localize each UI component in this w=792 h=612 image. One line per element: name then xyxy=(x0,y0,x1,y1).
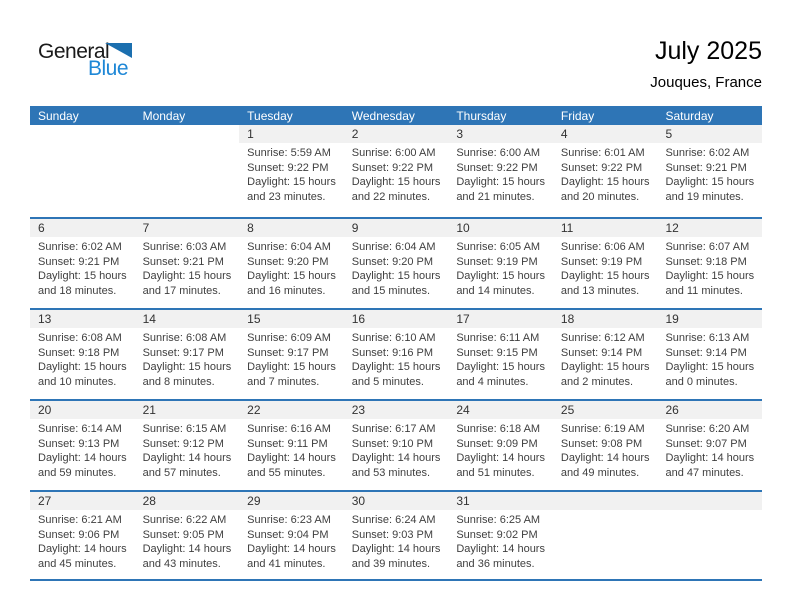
daylight-text: and 10 minutes. xyxy=(38,375,117,388)
sunset-text: Sunset: 9:19 PM xyxy=(560,255,643,268)
weekday-monday: Monday xyxy=(142,108,186,123)
sunrise-text: Sunrise: 5:59 AM xyxy=(247,147,331,159)
daylight-text: Daylight: 14 hours xyxy=(560,452,650,464)
day-cell xyxy=(657,219,762,308)
sunrise-text: Sunrise: 6:04 AM xyxy=(247,241,331,253)
sunset-text: Sunset: 9:20 PM xyxy=(351,255,434,268)
daylight-text: and 45 minutes. xyxy=(38,557,117,570)
sunset-text: Sunset: 9:02 PM xyxy=(456,528,538,541)
day-cell xyxy=(135,492,240,579)
day-number: 19 xyxy=(657,310,762,328)
daylight-text: and 43 minutes. xyxy=(142,557,221,570)
day-cell xyxy=(239,310,344,399)
daylight-text: and 59 minutes. xyxy=(38,466,117,479)
daylight-text: and 16 minutes. xyxy=(247,284,326,297)
day-number: 31 xyxy=(448,492,553,510)
sunset-text: Sunset: 9:17 PM xyxy=(247,346,329,359)
daylight-text: Daylight: 15 hours xyxy=(142,361,232,373)
sunset-text: Sunset: 9:09 PM xyxy=(456,437,538,450)
daylight-text: and 53 minutes. xyxy=(351,466,431,479)
daylight-text: and 15 minutes. xyxy=(351,284,431,297)
daylight-text: and 11 minutes. xyxy=(665,284,743,297)
daylight-text: and 13 minutes. xyxy=(560,284,640,297)
weekday-friday: Friday xyxy=(560,108,595,123)
sunset-text: Sunset: 9:11 PM xyxy=(247,437,328,450)
sunrise-text: Sunrise: 6:08 AM xyxy=(38,332,122,344)
day-cell xyxy=(30,492,135,579)
day-cell xyxy=(553,219,658,308)
sunset-text: Sunset: 9:17 PM xyxy=(142,346,224,359)
day-number: 29 xyxy=(239,492,344,510)
sunrise-text: Sunrise: 6:08 AM xyxy=(142,332,227,344)
day-number xyxy=(553,492,658,510)
daylight-text: and 2 minutes. xyxy=(560,375,634,388)
weekday-saturday: Saturday xyxy=(665,108,714,123)
daylight-text: and 7 minutes. xyxy=(247,375,320,388)
day-cell xyxy=(344,125,449,217)
day-number: 23 xyxy=(344,401,449,419)
weekday-tuesday: Tuesday xyxy=(247,108,293,123)
sunset-text: Sunset: 9:22 PM xyxy=(351,161,434,174)
sunrise-text: Sunrise: 6:03 AM xyxy=(142,241,227,253)
day-cell xyxy=(239,492,344,579)
daylight-text: Daylight: 15 hours xyxy=(247,176,336,188)
sunset-text: Sunset: 9:22 PM xyxy=(247,161,329,174)
day-number: 18 xyxy=(553,310,658,328)
daylight-text: Daylight: 14 hours xyxy=(456,543,545,555)
sunrise-text: Sunrise: 6:04 AM xyxy=(351,241,436,253)
sunrise-text: Sunrise: 6:16 AM xyxy=(247,423,331,435)
sunset-text: Sunset: 9:18 PM xyxy=(665,255,747,268)
day-number: 21 xyxy=(135,401,240,419)
daylight-text: Daylight: 14 hours xyxy=(665,452,755,464)
daylight-text: and 5 minutes. xyxy=(351,375,424,388)
day-cell xyxy=(448,401,553,490)
daylight-text: Daylight: 14 hours xyxy=(247,452,336,464)
daylight-text: Daylight: 14 hours xyxy=(351,452,441,464)
day-number: 3 xyxy=(448,125,553,143)
day-cell xyxy=(30,219,135,308)
sunrise-text: Sunrise: 6:02 AM xyxy=(38,241,122,253)
sunrise-text: Sunrise: 6:23 AM xyxy=(247,514,331,526)
daylight-text: Daylight: 15 hours xyxy=(665,176,755,188)
day-number xyxy=(135,125,240,143)
daylight-text: and 49 minutes. xyxy=(560,466,640,479)
sunset-text: Sunset: 9:21 PM xyxy=(665,161,747,174)
daylight-text: and 21 minutes. xyxy=(456,190,535,203)
sunrise-text: Sunrise: 6:25 AM xyxy=(456,514,541,526)
daylight-text: Daylight: 15 hours xyxy=(247,270,336,282)
day-number: 2 xyxy=(344,125,449,143)
sunset-text: Sunset: 9:03 PM xyxy=(351,528,434,541)
daylight-text: and 22 minutes. xyxy=(351,190,431,203)
sunset-text: Sunset: 9:12 PM xyxy=(142,437,224,450)
daylight-text: Daylight: 15 hours xyxy=(665,361,755,373)
day-cell xyxy=(553,310,658,399)
daylight-text: Daylight: 15 hours xyxy=(38,270,127,282)
title-block xyxy=(650,36,762,91)
day-number: 6 xyxy=(30,219,135,237)
calendar-table xyxy=(30,106,762,581)
day-cell xyxy=(657,401,762,490)
sunset-text: Sunset: 9:20 PM xyxy=(247,255,329,268)
daylight-text: and 23 minutes. xyxy=(247,190,326,203)
day-cell xyxy=(239,219,344,308)
daylight-text: Daylight: 15 hours xyxy=(456,176,545,188)
day-cell xyxy=(448,219,553,308)
daylight-text: and 47 minutes. xyxy=(665,466,744,479)
sunset-text: Sunset: 9:22 PM xyxy=(560,161,643,174)
sunset-text: Sunset: 9:21 PM xyxy=(142,255,224,268)
day-cell xyxy=(657,310,762,399)
daylight-text: and 19 minutes. xyxy=(665,190,744,203)
day-number: 17 xyxy=(448,310,553,328)
sunrise-text: Sunrise: 6:02 AM xyxy=(665,147,750,159)
general-blue-logo xyxy=(38,40,158,88)
daylight-text: and 0 minutes. xyxy=(665,375,738,388)
sunset-text: Sunset: 9:19 PM xyxy=(456,255,538,268)
sunrise-text: Sunrise: 6:18 AM xyxy=(456,423,541,435)
empty-cell xyxy=(30,125,135,217)
daylight-text: and 17 minutes. xyxy=(142,284,221,297)
day-number: 7 xyxy=(135,219,240,237)
day-cell xyxy=(344,219,449,308)
sunset-text: Sunset: 9:05 PM xyxy=(142,528,224,541)
weekday-sunday: Sunday xyxy=(38,108,79,123)
day-cell xyxy=(553,125,658,217)
sunset-text: Sunset: 9:21 PM xyxy=(38,255,120,268)
day-number: 28 xyxy=(135,492,240,510)
sunset-text: Sunset: 9:07 PM xyxy=(665,437,747,450)
daylight-text: Daylight: 15 hours xyxy=(247,361,336,373)
sunrise-text: Sunrise: 6:12 AM xyxy=(560,332,645,344)
sunrise-text: Sunrise: 6:22 AM xyxy=(142,514,227,526)
empty-cell xyxy=(657,492,762,579)
daylight-text: Daylight: 14 hours xyxy=(142,543,232,555)
day-number: 24 xyxy=(448,401,553,419)
week-row xyxy=(30,125,762,217)
daylight-text: and 18 minutes. xyxy=(38,284,117,297)
sunset-text: Sunset: 9:08 PM xyxy=(560,437,643,450)
daylight-text: Daylight: 14 hours xyxy=(38,543,127,555)
day-cell xyxy=(448,310,553,399)
sunrise-text: Sunrise: 6:13 AM xyxy=(665,332,750,344)
daylight-text: Daylight: 15 hours xyxy=(142,270,232,282)
day-number: 5 xyxy=(657,125,762,143)
sunrise-text: Sunrise: 6:10 AM xyxy=(351,332,436,344)
day-cell xyxy=(344,492,449,579)
sunset-text: Sunset: 9:10 PM xyxy=(351,437,434,450)
calendar-grid xyxy=(30,125,762,581)
daylight-text: and 14 minutes. xyxy=(456,284,535,297)
day-cell xyxy=(135,219,240,308)
day-number xyxy=(657,492,762,510)
sunset-text: Sunset: 9:14 PM xyxy=(665,346,747,359)
location-subtitle: Jouques, France xyxy=(650,74,762,91)
daylight-text: Daylight: 15 hours xyxy=(560,270,650,282)
sunrise-text: Sunrise: 6:05 AM xyxy=(456,241,541,253)
daylight-text: and 39 minutes. xyxy=(351,557,431,570)
sunrise-text: Sunrise: 6:19 AM xyxy=(560,423,645,435)
sunrise-text: Sunrise: 6:01 AM xyxy=(560,147,645,159)
daylight-text: Daylight: 15 hours xyxy=(351,361,441,373)
day-number: 22 xyxy=(239,401,344,419)
day-number: 10 xyxy=(448,219,553,237)
daylight-text: Daylight: 15 hours xyxy=(456,270,545,282)
sunrise-text: Sunrise: 6:00 AM xyxy=(456,147,541,159)
daylight-text: and 41 minutes. xyxy=(247,557,326,570)
sunrise-text: Sunrise: 6:00 AM xyxy=(351,147,436,159)
month-title: July 2025 xyxy=(654,37,762,65)
sunset-text: Sunset: 9:15 PM xyxy=(456,346,538,359)
sunset-text: Sunset: 9:18 PM xyxy=(38,346,120,359)
daylight-text: and 55 minutes. xyxy=(247,466,326,479)
day-cell xyxy=(344,401,449,490)
day-number: 11 xyxy=(553,219,658,237)
daylight-text: Daylight: 14 hours xyxy=(38,452,127,464)
week-row xyxy=(30,490,762,581)
sunrise-text: Sunrise: 6:21 AM xyxy=(38,514,122,526)
day-number: 1 xyxy=(239,125,344,143)
sunset-text: Sunset: 9:06 PM xyxy=(38,528,120,541)
day-cell xyxy=(657,125,762,217)
day-number: 27 xyxy=(30,492,135,510)
daylight-text: and 20 minutes. xyxy=(560,190,640,203)
week-row xyxy=(30,399,762,490)
day-cell xyxy=(553,401,658,490)
sunset-text: Sunset: 9:04 PM xyxy=(247,528,329,541)
weekday-wednesday: Wednesday xyxy=(351,108,415,123)
page-header xyxy=(30,36,762,98)
sunrise-text: Sunrise: 6:20 AM xyxy=(665,423,750,435)
daylight-text: and 51 minutes. xyxy=(456,466,535,479)
day-cell xyxy=(135,310,240,399)
weekday-header-row xyxy=(30,106,762,125)
sunrise-text: Sunrise: 6:14 AM xyxy=(38,423,122,435)
sunrise-text: Sunrise: 6:24 AM xyxy=(351,514,436,526)
logo-text-general: General xyxy=(38,40,110,63)
day-number: 20 xyxy=(30,401,135,419)
week-row xyxy=(30,308,762,399)
daylight-text: Daylight: 14 hours xyxy=(351,543,441,555)
day-cell xyxy=(30,310,135,399)
daylight-text: and 57 minutes. xyxy=(142,466,221,479)
day-number: 16 xyxy=(344,310,449,328)
daylight-text: Daylight: 15 hours xyxy=(456,361,545,373)
sunset-text: Sunset: 9:16 PM xyxy=(351,346,434,359)
day-cell xyxy=(344,310,449,399)
day-cell xyxy=(30,401,135,490)
day-cell xyxy=(239,125,344,217)
day-number: 12 xyxy=(657,219,762,237)
weekday-thursday: Thursday xyxy=(456,108,507,123)
day-number: 15 xyxy=(239,310,344,328)
week-row xyxy=(30,217,762,308)
daylight-text: Daylight: 15 hours xyxy=(38,361,127,373)
daylight-text: Daylight: 15 hours xyxy=(665,270,755,282)
sunrise-text: Sunrise: 6:11 AM xyxy=(456,332,540,344)
daylight-text: and 36 minutes. xyxy=(456,557,535,570)
sunrise-text: Sunrise: 6:09 AM xyxy=(247,332,331,344)
daylight-text: Daylight: 15 hours xyxy=(351,176,441,188)
sunrise-text: Sunrise: 6:15 AM xyxy=(142,423,227,435)
sunrise-text: Sunrise: 6:07 AM xyxy=(665,241,750,253)
day-number xyxy=(30,125,135,143)
daylight-text: Daylight: 14 hours xyxy=(142,452,232,464)
daylight-text: Daylight: 14 hours xyxy=(456,452,545,464)
sunset-text: Sunset: 9:13 PM xyxy=(38,437,120,450)
sunset-text: Sunset: 9:14 PM xyxy=(560,346,643,359)
day-cell xyxy=(239,401,344,490)
day-cell xyxy=(448,125,553,217)
empty-cell xyxy=(553,492,658,579)
day-number: 26 xyxy=(657,401,762,419)
daylight-text: and 8 minutes. xyxy=(142,375,215,388)
sunrise-text: Sunrise: 6:06 AM xyxy=(560,241,645,253)
day-cell xyxy=(135,401,240,490)
logo-text-blue: Blue xyxy=(88,57,129,80)
empty-cell xyxy=(135,125,240,217)
day-number: 30 xyxy=(344,492,449,510)
daylight-text: Daylight: 15 hours xyxy=(351,270,441,282)
sunrise-text: Sunrise: 6:17 AM xyxy=(351,423,436,435)
day-number: 14 xyxy=(135,310,240,328)
day-number: 25 xyxy=(553,401,658,419)
day-cell xyxy=(448,492,553,579)
day-number: 13 xyxy=(30,310,135,328)
day-number: 4 xyxy=(553,125,658,143)
sunset-text: Sunset: 9:22 PM xyxy=(456,161,538,174)
day-number: 9 xyxy=(344,219,449,237)
day-number: 8 xyxy=(239,219,344,237)
daylight-text: and 4 minutes. xyxy=(456,375,529,388)
daylight-text: Daylight: 15 hours xyxy=(560,176,650,188)
daylight-text: Daylight: 15 hours xyxy=(560,361,650,373)
daylight-text: Daylight: 14 hours xyxy=(247,543,336,555)
